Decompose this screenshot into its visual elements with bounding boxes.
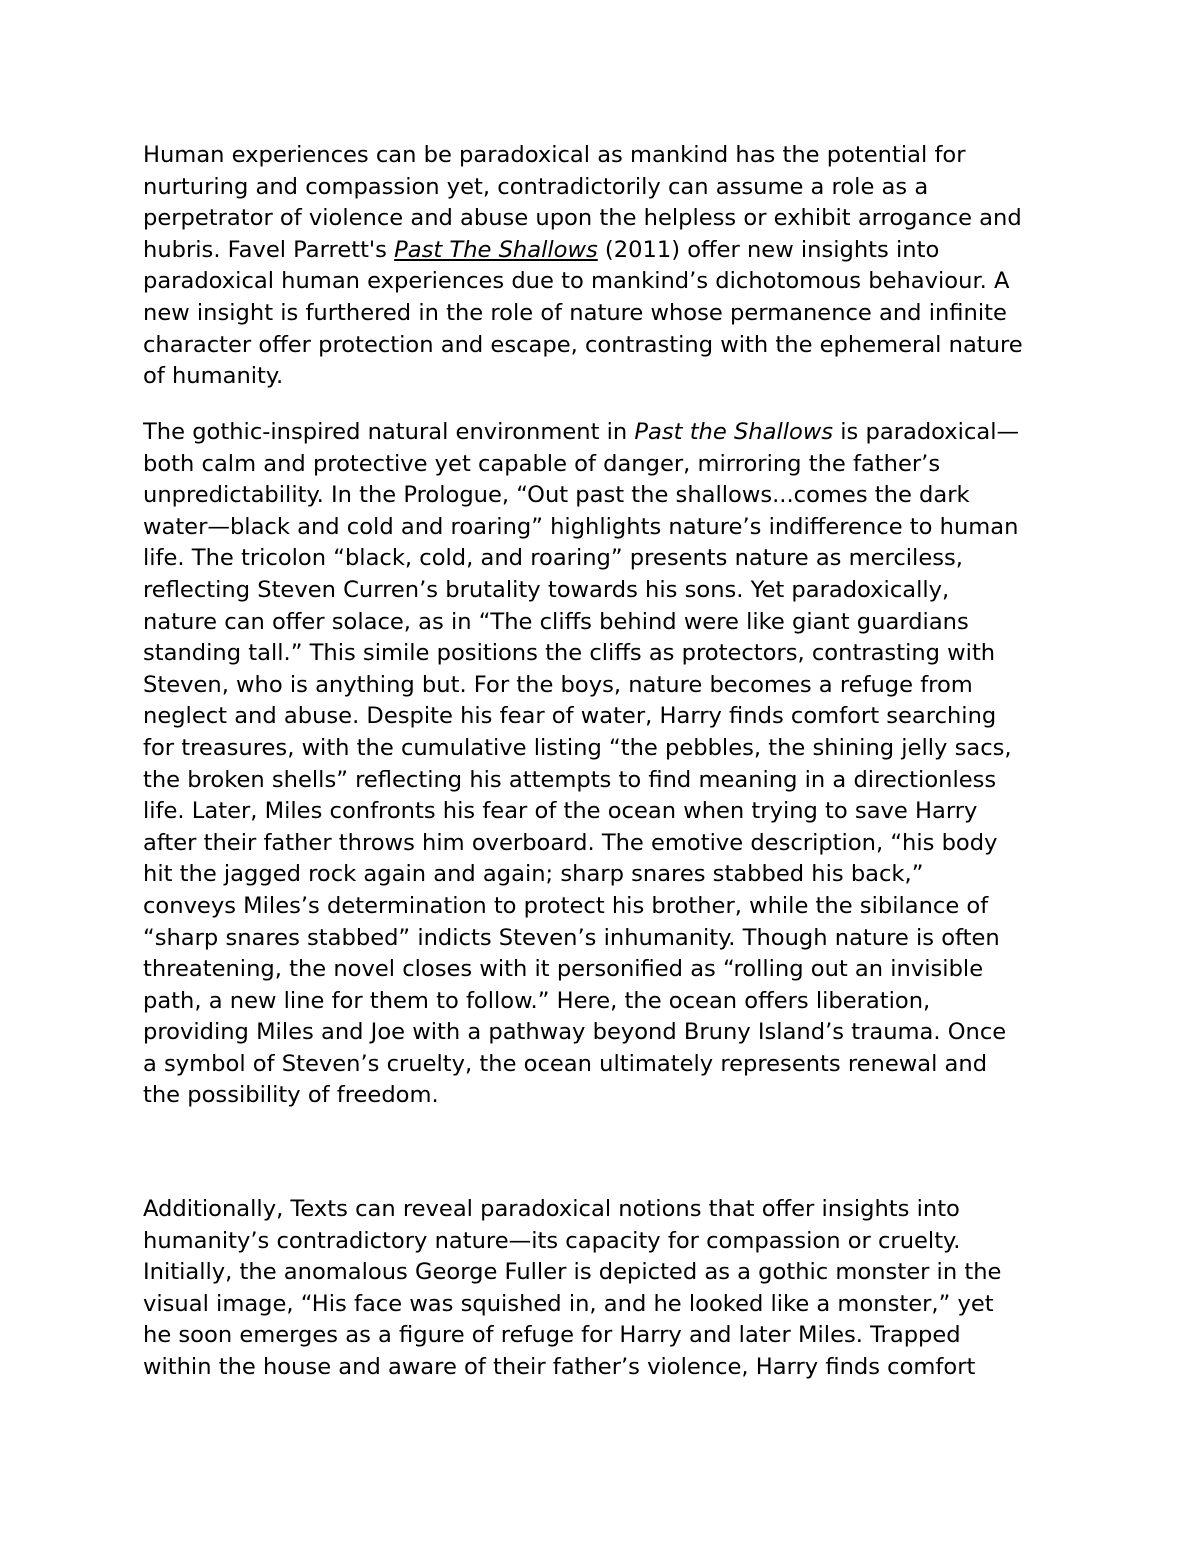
text-line: reflecting Steven Curren’s brutality towards his sons. Yet paradoxically, (143, 576, 950, 603)
text-line: hit the jagged rock again and again; sharp snares stabbed his back,” (143, 861, 924, 888)
text-line: new insight is furthered in the role of nature whose permanence and infinite (143, 299, 1007, 326)
text-fragment: hubris. Favel Parrett's (143, 236, 395, 263)
text-line: conveys Miles’s determination to protect his brother, while the sibilance of (143, 892, 989, 919)
paragraph-george-fuller (143, 1194, 1073, 1384)
text-fragment: The gothic-inspired natural environment in (143, 419, 635, 445)
text-line: providing Miles and Joe with a pathway beyond Bruny Island’s trauma. Once (143, 1019, 1007, 1046)
text-line (143, 417, 1073, 449)
text-line: Initially, the anomalous George Fuller is depicted as a gothic monster in the (143, 1259, 1002, 1286)
text-line: life. The tricolon “black, cold, and roaring” presents nature as merciless, (143, 545, 963, 572)
text-line: perpetrator of violence and abuse upon the helpless or exhibit arrogance and (143, 205, 1022, 232)
text-line: neglect and abuse. Despite his fear of water, Harry finds comfort searching (143, 703, 997, 730)
text-line: he soon emerges as a figure of refuge for Harry and later Miles. Trapped (143, 1322, 961, 1349)
text-line: after their father throws him overboard. The emotive description, “his body (143, 829, 998, 856)
book-title: Past the Shallows (634, 419, 834, 445)
text-line: a symbol of Steven’s cruelty, the ocean ultimately represents renewal and (143, 1050, 988, 1077)
text-line: unpredictability. In the Prologue, “Out past the shallows...comes the dark (143, 482, 970, 509)
text-line: nature can offer solace, as in “The cliffs behind were like giant guardians (143, 608, 969, 635)
text-line: life. Later, Miles confronts his fear of the ocean when trying to save Harry (143, 798, 978, 825)
text-line: Steven, who is anything but. For the boys, nature becomes a refuge from (143, 671, 973, 698)
text-fragment: (2011) offer new insights into (597, 236, 940, 263)
book-title: Past The Shallows (394, 236, 598, 263)
paragraph-nature (143, 417, 1073, 1112)
paragraph-intro (143, 140, 1073, 393)
text-line: standing tall.” This simile positions the cliffs as protectors, contrasting with (143, 640, 996, 667)
text-line: Human experiences can be paradoxical as mankind has the potential for (143, 142, 966, 168)
text-fragment: is paradoxical— (833, 419, 1020, 445)
text-line: humanity’s contradictory nature—its capacity for compassion or cruelty. (143, 1227, 961, 1254)
text-line: path, a new line for them to follow.” Here, the ocean offers liberation, (143, 987, 931, 1014)
text-line: nurturing and compassion yet, contradictorily can assume a role as a (143, 173, 929, 200)
text-line: “sharp snares stabbed” indicts Steven’s inhumanity. Though nature is often (143, 924, 1000, 951)
text-line: both calm and protective yet capable of danger, mirroring the father’s (143, 450, 941, 477)
text-line: for treasures, with the cumulative listing “the pebbles, the shining jelly sacs, (143, 734, 1012, 761)
text-line: threatening, the novel closes with it personified as “rolling out an invisible (143, 956, 984, 983)
text-line: paradoxical human experiences due to mankind’s dichotomous behaviour. A (143, 268, 1010, 295)
text-line: Additionally, Texts can reveal paradoxical notions that offer insights into (143, 1196, 960, 1222)
text-line: character offer protection and escape, contrasting with the ephemeral nature (143, 331, 1023, 358)
text-line: within the house and aware of their father’s violence, Harry finds comfort (143, 1353, 976, 1380)
text-line: water—black and cold and roaring” highlights nature’s indifference to human (143, 513, 1019, 540)
text-line: the broken shells” reflecting his attempts to find meaning in a directionless (143, 766, 997, 793)
text-line: the possibility of freedom. (143, 1082, 439, 1109)
text-line: of humanity. (143, 363, 284, 390)
text-line: visual image, “His face was squished in, and he looked like a monster,” yet (143, 1290, 994, 1317)
text-line (143, 235, 1073, 267)
